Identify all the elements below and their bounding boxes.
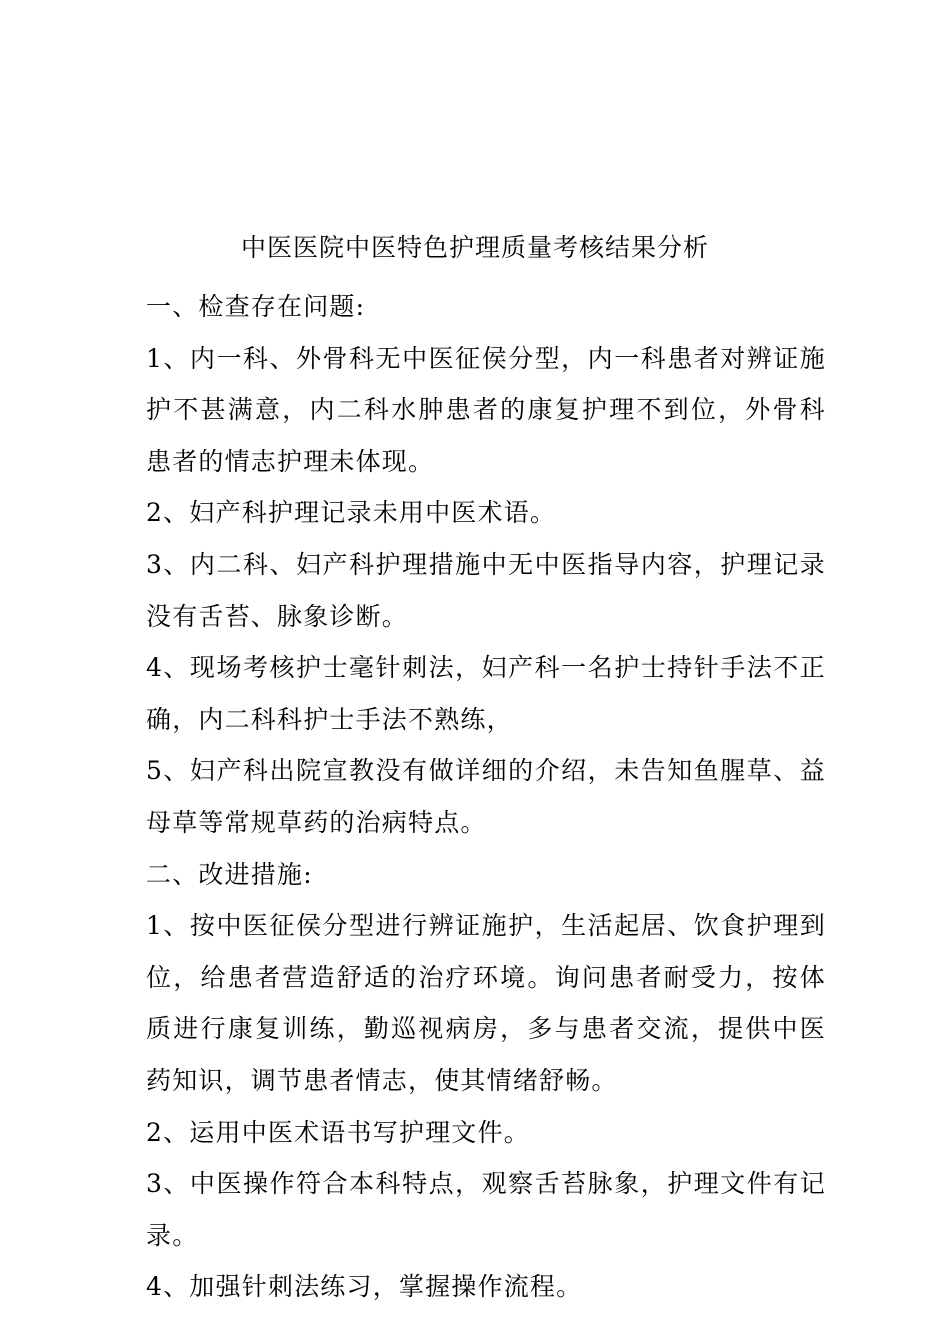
measure-item-2: 2、运用中医术语书写护理文件。 [146, 1117, 530, 1147]
document-title: 中医医院中医特色护理质量考核结果分析 [240, 233, 709, 262]
section-heading-problems: 一、检查存在问题: [146, 292, 366, 321]
problem-item-3: 3、内二科、妇产科护理措施中无中医指导内容，护理记录没有舌苔、脉象诊断。 [146, 549, 826, 631]
measure-item-1: 1、按中医征侯分型进行辨证施护，生活起居、饮食护理到位，给患者营造舒适的治疗环境。询问患者耐受力，按体质进行康复训练，勤巡视病房，多与患者交流，提供中医药知识，调节患者情志，使其情绪舒畅。 [146, 911, 826, 1095]
problem-item-5: 5、妇产科出院宣教没有做详细的介绍，未告知鱼腥草、益母草等常规草药的治病特点。 [146, 756, 826, 837]
section-heading-measures: 二、改进措施: [146, 859, 313, 889]
document-body [146, 281, 826, 1313]
problem-item-4: 4、现场考核护士毫针刺法，妇产科一名护士持针手法不正确，内二科科护士手法不熟练， [146, 653, 826, 734]
problem-item-1: 1、内一科、外骨科无中医征侯分型，内一科患者对辨证施护不甚满意，内二科水肿患者的康复护理不到位，外骨科患者的情志护理未体现。 [146, 343, 826, 476]
measure-item-4: 4、加强针刺法练习，掌握操作流程。 [146, 1272, 583, 1302]
problem-item-2: 2、妇产科护理记录未用中医术语。 [146, 498, 557, 528]
measure-item-3: 3、中医操作符合本科特点，观察舌苔脉象，护理文件有记录。 [146, 1169, 826, 1250]
